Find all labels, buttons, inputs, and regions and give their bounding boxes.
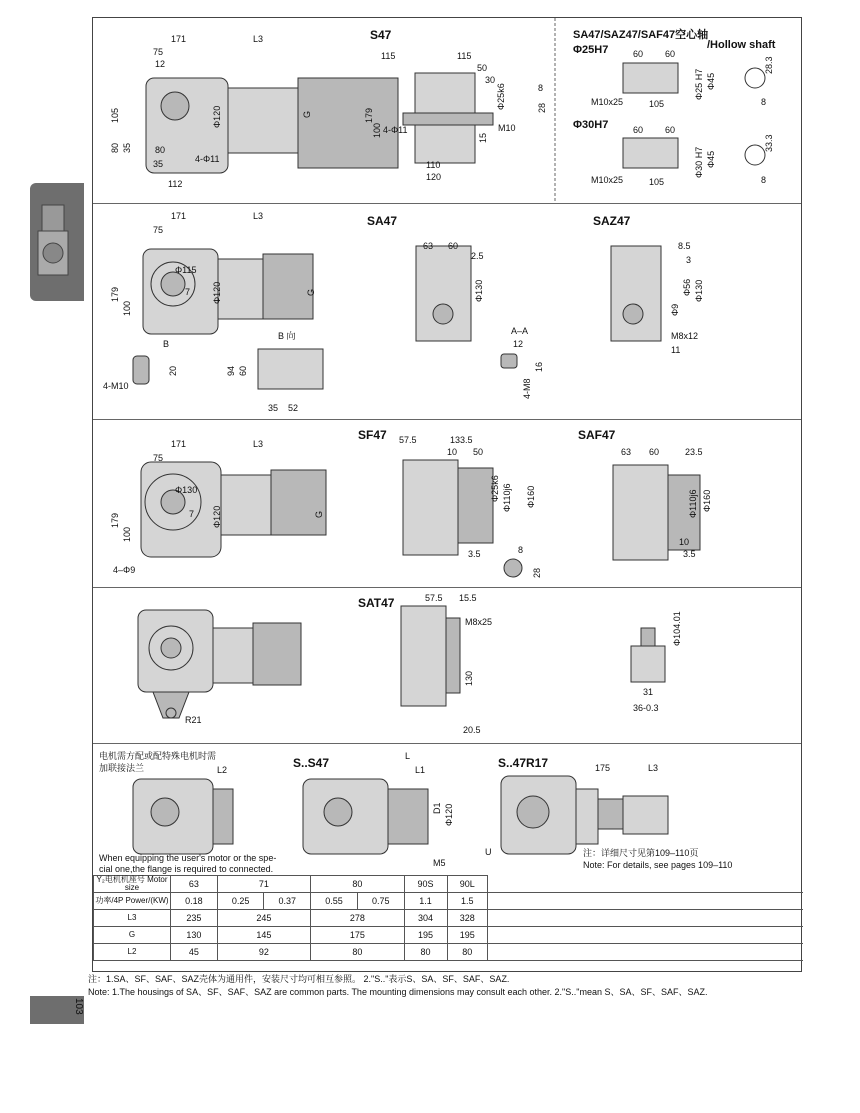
dim-4phi11b: 4-Φ11 <box>383 125 408 135</box>
table-row <box>94 927 804 944</box>
dim-L: L <box>405 751 411 761</box>
table-blank <box>488 910 804 927</box>
dim-60: 60 <box>649 447 660 457</box>
dim-A-A: A–A <box>511 326 529 336</box>
section-sat47 <box>93 588 801 744</box>
section-sa47 <box>93 204 801 420</box>
footnote-en: Note: 1.The housings of SA、SF、SAF、SAZ are common parts. The mounting dimensions may consult each other. 2."S.."mean S、SA、SF、SAF、SAZ. <box>88 987 708 997</box>
dim-94: 94 <box>226 365 236 376</box>
dim-110: 110 <box>426 160 441 170</box>
table-row <box>94 910 804 927</box>
gearmotor-thumbnail-icon <box>30 183 84 301</box>
dim-hollow-phi30h7: Φ30 H7 <box>694 146 704 178</box>
dim-G: G <box>314 510 324 518</box>
dim-M10: M10 <box>498 123 516 133</box>
dim-28: 28 <box>532 567 542 578</box>
dim-12: 12 <box>513 339 524 349</box>
dim-10b: 10 <box>679 537 690 547</box>
dim-28: 28 <box>537 102 547 113</box>
dim-35: 35 <box>268 403 279 413</box>
dim-31: 31 <box>643 687 654 697</box>
dim-hollow-phi25h7: Φ25 H7 <box>694 68 704 100</box>
dim-179: 179 <box>110 286 120 302</box>
row-header: L3 <box>94 910 171 927</box>
dim-57-5: 57.5 <box>425 593 443 603</box>
motor-size-cell: 90S <box>404 876 447 893</box>
table-blank <box>488 927 804 944</box>
section-s47 <box>93 18 801 204</box>
dim-7: 7 <box>185 287 191 297</box>
reference-cn: 注：详细尺寸见第109–110页 <box>583 848 699 858</box>
dim-phi120: Φ120 <box>212 505 222 528</box>
dim-112: 112 <box>168 179 183 189</box>
note-cn-1: 电机需方配或配特殊电机时需 <box>99 751 217 761</box>
motor-size-cell: 71 <box>217 876 310 893</box>
dim-179: 179 <box>110 512 120 528</box>
table-cell: 195 <box>404 927 447 944</box>
dim-4M10: 4-M10 <box>103 381 129 391</box>
dim-15: 15 <box>478 132 488 143</box>
dim-3-5b: 3.5 <box>683 549 696 559</box>
dim-171: 171 <box>171 439 187 449</box>
motor-size-cell: 80 <box>311 876 404 893</box>
dim-hollow-60a: 60 <box>633 49 644 59</box>
title-saf47: SAF47 <box>578 428 616 442</box>
dim-L3: L3 <box>648 763 659 773</box>
dim-16: 16 <box>534 361 544 372</box>
dim-60b: 60 <box>448 241 459 251</box>
dim-75: 75 <box>153 453 164 463</box>
dim-B: B <box>163 339 170 349</box>
dim-phi110j6b: Φ110j6 <box>688 489 698 518</box>
note-cn-2: 加联接法兰 <box>99 763 145 773</box>
table-row <box>94 893 804 910</box>
table-cell: 92 <box>217 944 310 961</box>
dim-hollow-28-3: 28.3 <box>764 56 774 74</box>
dim-4M8: 4-M8 <box>522 378 532 399</box>
table-cell: 80 <box>447 944 488 961</box>
dim-L3: L3 <box>253 34 264 44</box>
reference-en: Note: For details, see pages 109–110 <box>583 860 733 870</box>
dim-36: 36-0.3 <box>633 703 659 713</box>
title-hollow-shaft: SA47/SAZ47/SAF47空心轴 <box>573 29 709 41</box>
row-header-motor: Y₂电机机座号 Motor size <box>94 876 171 893</box>
dim-phi160: Φ160 <box>526 485 536 508</box>
dim-100: 100 <box>372 122 382 138</box>
dim-20-5: 20.5 <box>463 725 481 735</box>
dim-phi130: Φ130 <box>175 485 198 495</box>
power-cell: 0.25 <box>217 893 264 910</box>
row-header-power: 功率/4P Power/(KW) <box>94 893 171 910</box>
dim-phi104: Φ104.01 <box>672 611 682 646</box>
dim-175: 175 <box>595 763 611 773</box>
dim-57-5: 57.5 <box>399 435 417 445</box>
side-tab <box>30 183 84 301</box>
dim-hollow-60c: 60 <box>633 125 644 135</box>
title-hollow-shaft-en: /Hollow shaft <box>707 39 776 51</box>
dim-105: 105 <box>110 107 120 123</box>
dim-phi9: Φ9 <box>670 303 680 316</box>
table-cell: 195 <box>447 927 488 944</box>
dim-phi25k6: Φ25k6 <box>490 475 500 502</box>
title-s-s47: S..S47 <box>293 756 330 770</box>
power-cell: 0.75 <box>357 893 404 910</box>
title-sa47: SA47 <box>367 214 398 228</box>
power-cell: 0.37 <box>264 893 311 910</box>
row-header: L2 <box>94 944 171 961</box>
table-cell: 175 <box>311 927 404 944</box>
dim-50: 50 <box>473 447 484 457</box>
dim-23-5: 23.5 <box>685 447 703 457</box>
dim-75: 75 <box>153 47 164 57</box>
dim-G: G <box>302 110 312 118</box>
dim-M8x12: M8x12 <box>671 331 699 341</box>
dim-M8x25: M8x25 <box>465 617 493 627</box>
dim-L1: L1 <box>415 765 426 775</box>
motor-size-cell: 90L <box>447 876 488 893</box>
title-s-47r17: S..47R17 <box>498 756 549 770</box>
dim-R21: R21 <box>185 715 202 725</box>
table-cell: 328 <box>447 910 488 927</box>
table-row <box>94 944 804 961</box>
dim-12: 12 <box>155 59 166 69</box>
table-cell: 235 <box>171 910 218 927</box>
dim-hollow-60b: 60 <box>665 49 676 59</box>
dim-G: G <box>306 288 316 296</box>
dim-15-5: 15.5 <box>459 593 477 603</box>
title-sat47: SAT47 <box>358 596 395 610</box>
dim-4phi9: 4–Φ9 <box>113 565 136 575</box>
table-cell: 145 <box>217 927 310 944</box>
power-cell: 1.1 <box>404 893 447 910</box>
table-row <box>94 876 804 893</box>
dim-4phi11: 4-Φ11 <box>195 154 220 164</box>
footnotes <box>88 973 808 999</box>
dim-hollow-M10x25b: M10x25 <box>591 175 624 185</box>
label-phi30h7: Φ30H7 <box>573 119 609 131</box>
dim-hollow-M10x25: M10x25 <box>591 97 624 107</box>
table-cell: 80 <box>311 944 404 961</box>
table-cell: 80 <box>404 944 447 961</box>
dim-hollow-33-3: 33.3 <box>764 134 774 152</box>
table-blank <box>488 893 804 910</box>
dim-D1: D1 <box>432 802 442 814</box>
dim-11: 11 <box>671 345 681 355</box>
dim-hollow-60d: 60 <box>665 125 676 135</box>
dim-10: 10 <box>447 447 458 457</box>
dim-3: 3 <box>686 255 692 265</box>
note-en-1: When equipping the user's motor or the spe- <box>99 853 277 863</box>
section-sf47 <box>93 420 801 588</box>
dim-52: 52 <box>288 403 299 413</box>
footnote-cn: 注：1.SA、SF、SAF、SAZ壳体为通用件，安装尺寸均可相互参照。 2."S.."表示S、SA、SF、SAF、SAZ. <box>88 974 510 984</box>
dim-50: 50 <box>477 63 488 73</box>
dim-phi110j6: Φ110j6 <box>502 483 512 512</box>
dim-3-5: 3.5 <box>468 549 481 559</box>
dim-20: 20 <box>168 365 178 376</box>
motor-size-cell: 63 <box>171 876 218 893</box>
dim-phi160b: Φ160 <box>702 489 712 512</box>
dim-L3: L3 <box>253 439 264 449</box>
power-cell: 0.18 <box>171 893 218 910</box>
dim-8: 8 <box>518 545 524 555</box>
dim-phi120: Φ120 <box>212 281 222 304</box>
dim-7: 7 <box>189 509 195 519</box>
dim-179: 179 <box>364 107 374 123</box>
dim-60: 60 <box>238 365 248 376</box>
dim-100: 100 <box>122 300 132 316</box>
dim-115b: 115 <box>457 51 472 61</box>
page-number: 103 <box>73 998 84 1015</box>
table-cell: 304 <box>404 910 447 927</box>
table-cell: 278 <box>311 910 404 927</box>
title-sf47: SF47 <box>358 428 387 442</box>
dim-133-5: 133.5 <box>450 435 473 445</box>
table-blank <box>488 944 804 961</box>
dim-hollow-8: 8 <box>761 97 767 107</box>
title-saz47: SAZ47 <box>593 214 631 228</box>
dim-B-dir: B 向 <box>278 331 296 341</box>
dim-hollow-phi45b: Φ45 <box>706 150 716 168</box>
dim-35: 35 <box>153 159 164 169</box>
dim-115a: 115 <box>381 51 396 61</box>
dim-120: 120 <box>426 172 442 182</box>
power-cell: 0.55 <box>311 893 358 910</box>
dim-80v: 80 <box>110 142 120 153</box>
title-s47: S47 <box>370 28 392 42</box>
dim-phi115: Φ115 <box>175 265 197 275</box>
dim-phi120: Φ120 <box>212 105 222 128</box>
dim-phi130: Φ130 <box>474 279 484 302</box>
table-cell: 130 <box>171 927 218 944</box>
dim-63: 63 <box>621 447 632 457</box>
dim-U: U <box>485 847 492 857</box>
dim-L3: L3 <box>253 211 264 221</box>
dim-hollow-8b: 8 <box>761 175 767 185</box>
dim-63: 63 <box>423 241 434 251</box>
table-blank <box>488 876 804 893</box>
dim-hollow-phi45: Φ45 <box>706 72 716 90</box>
drawing-frame <box>92 17 802 972</box>
section-adapter <box>93 744 801 875</box>
dim-80: 80 <box>155 145 166 155</box>
power-cell: 1.5 <box>447 893 488 910</box>
dim-100: 100 <box>122 526 132 542</box>
dim-75: 75 <box>153 225 164 235</box>
dim-phi56: Φ56 <box>682 278 692 296</box>
dim-130: 130 <box>464 670 474 686</box>
dim-2-5: 2.5 <box>471 251 484 261</box>
dim-M5: M5 <box>433 858 446 868</box>
note-en-2: cial one,the flange is required to connected. <box>99 864 274 874</box>
table-cell: 245 <box>217 910 310 927</box>
dim-phi130b: Φ130 <box>694 279 704 302</box>
dim-8-5: 8.5 <box>678 241 691 251</box>
table-cell: 45 <box>171 944 218 961</box>
dim-35v: 35 <box>122 142 132 153</box>
row-header: G <box>94 927 171 944</box>
dim-phi120: Φ120 <box>444 803 454 826</box>
dim-171: 171 <box>171 211 187 221</box>
dim-30: 30 <box>485 75 496 85</box>
spec-table <box>93 875 803 961</box>
label-phi25h7: Φ25H7 <box>573 44 609 56</box>
dim-L2: L2 <box>217 765 228 775</box>
dim-171: 171 <box>171 34 187 44</box>
dim-8: 8 <box>538 83 544 93</box>
dim-hollow-105: 105 <box>649 99 665 109</box>
dim-hollow-105b: 105 <box>649 177 665 187</box>
dim-phi25k6: Φ25k6 <box>496 83 506 110</box>
